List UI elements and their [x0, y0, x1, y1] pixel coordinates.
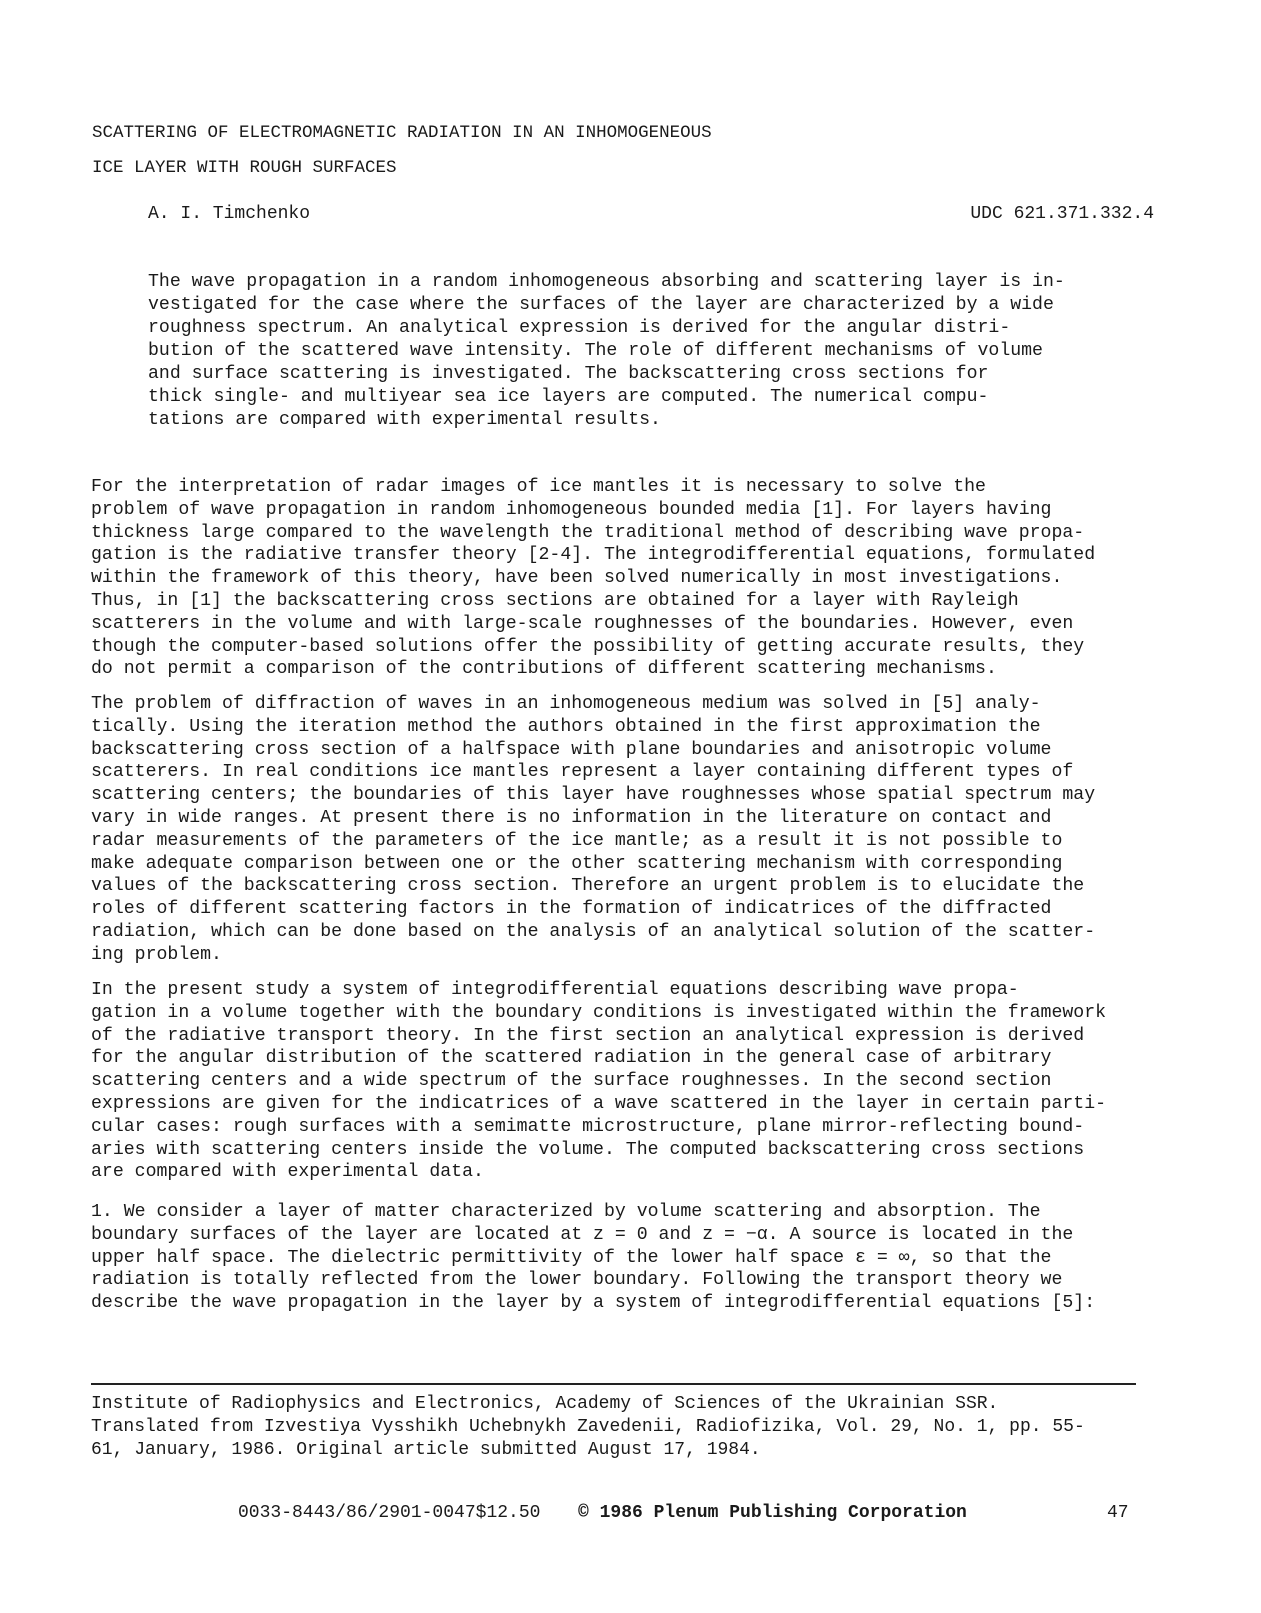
- abstract: The wave propagation in a random inhomogeneous absorbing and scattering layer is in- vestigated for the case where the surfaces of the layer are characterized by a wide roughness spectrum. An analytical expression is derived for the angular distri- bution of the scattered wave intensity. The role of different mechanisms of volume and surface scattering is investigated. The backscattering cross sections for thick single- and multiyear sea ice layers are computed. The numerical compu- tations are compared with experimental results.: [148, 272, 1065, 430]
- body-paragraph: The problem of diffraction of waves in an inhomogeneous medium was solved in [5] analy- tically. Using the iteration method the authors obtained in the first approximation the backscattering cross section of a halfspace with plane boundaries and anisotropic volume scatterers. In real conditions ice mantles represent a layer containing different types of scattering centers; the boundaries of this layer have roughnesses whose spatial spectrum may vary in wide ranges. At present there is no information in the literature on contact and radar measurements of the parameters of the ice mantle; as a result it is not possible to make adequate comparison between one or the other scattering mechanism with corresponding values of the backscattering cross section. Therefore an urgent problem is to elucidate the roles of different scattering factors in the formation of indicatrices of the diffracted radiation, which can be done based on the analysis of an analytical solution of the scatter- ing problem.: [91, 694, 1096, 965]
- body-paragraph: In the present study a system of integrodifferential equations describing wave propa- gation in a volume together with the boundary conditions is investigated within the framework of the radiative transport theory. In the first section an analytical expression is derived for the angular distribution of the scattered radiation in the general case of arbitrary scattering centers and a wide spectrum of the surface roughnesses. In the second section expressions are given for the indicatrices of a wave scattered in the layer in certain parti- cular cases: rough surfaces with a semimatte microstructure, plane mirror-reflecting bound- aries with scattering centers inside the volume. The computed backscattering cross sections are compared with experimental data.: [91, 980, 1107, 1183]
- footnote: Institute of Radiophysics and Electronics, Academy of Sciences of the Ukrainian SSR. Translated from Izvestiya Vysshikh Uchebnykh Zavedenii, Radiofizika, Vol. 29, No. 1, pp. 55- 61, January, 1986. Original article submitted August 17, 1984.: [91, 1394, 1085, 1460]
- footer-code: 0033-8443/86/2901-0047$12.50: [238, 1503, 541, 1523]
- title-line-1: SCATTERING OF ELECTROMAGNETIC RADIATION IN AN INHOMOGENEOUS: [92, 123, 712, 143]
- title-line-2: ICE LAYER WITH ROUGH SURFACES: [92, 158, 397, 178]
- body-paragraph: For the interpretation of radar images of ice mantles it is necessary to solve the problem of wave propagation in random inhomogeneous bounded media [1]. For layers having thickness large compared to the wavelength the traditional method of describing wave propa- gation is the radiative transfer theory [2-4]. The integrodifferential equations, formulated within the framework of this theory, have been solved numerically in most investigations. Thus, in [1] the backscattering cross sections are obtained for a layer with Rayleigh scatterers in the volume and with large-scale roughnesses of the boundaries. However, even though the computer-based solutions offer the possibility of getting accurate results, they do not permit a comparison of the contributions of different scattering mechanisms.: [91, 477, 1096, 680]
- footnote-divider: [91, 1383, 1136, 1385]
- page-number: 47: [1107, 1503, 1129, 1523]
- author: A. I. Timchenko: [148, 204, 311, 224]
- udc-code: UDC 621.371.332.4: [970, 204, 1154, 224]
- footer-copyright: © 1986 Plenum Publishing Corporation: [578, 1503, 967, 1523]
- body-paragraph: 1. We consider a layer of matter characterized by volume scattering and absorption. The boundary surfaces of the layer are located at z = 0 and z = −α. A source is located in the upper half space. The dielectric permittivity of the lower half space ε = ∞, so that the radiation is totally reflected from the lower boundary. Following the transport theory we describe the wave propagation in the layer by a system of integrodifferential equations [5]:: [91, 1202, 1096, 1314]
